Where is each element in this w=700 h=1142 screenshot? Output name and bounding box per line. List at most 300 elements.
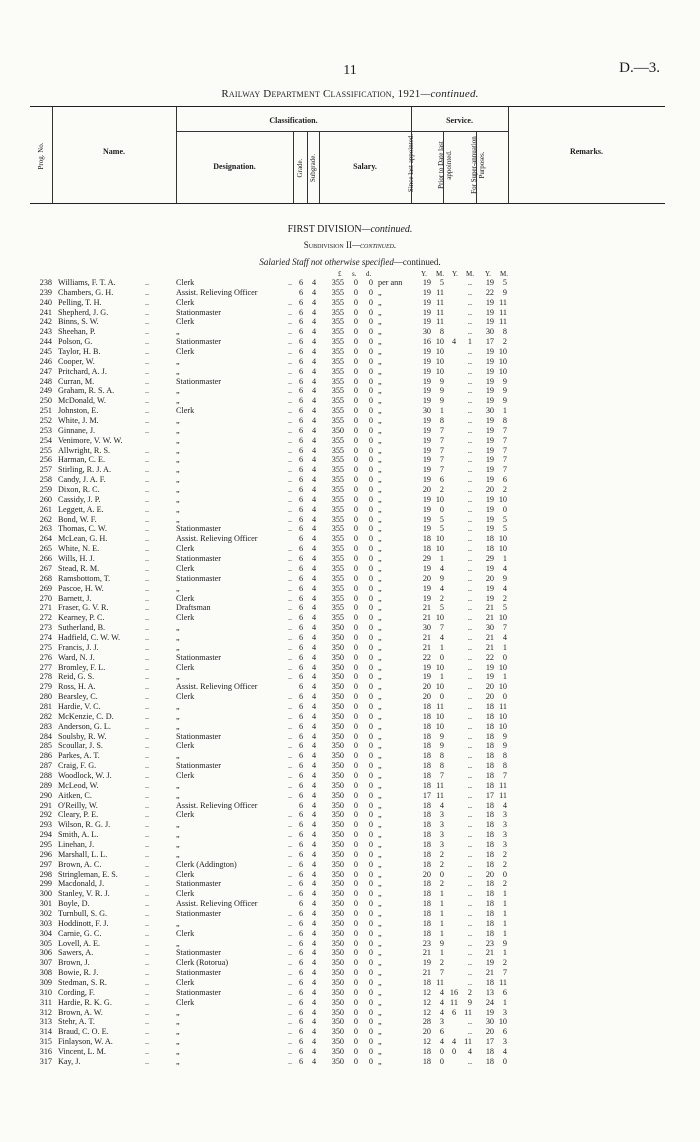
cell-salary-shillings: 0	[353, 938, 358, 948]
cell-salary-pounds: 355	[331, 297, 344, 307]
cell-name: Polson, G.	[58, 337, 93, 347]
cell-salary-period: „	[378, 455, 382, 465]
cell-salary-period: „	[378, 978, 382, 988]
table-row	[30, 278, 670, 288]
cell-super-years: 21	[485, 968, 494, 978]
table-row	[30, 524, 670, 534]
cell-since-months: 3	[439, 1017, 444, 1027]
cell-super-years: 19	[485, 416, 494, 426]
cell-designation: „	[176, 721, 180, 731]
cell-since-months: 7	[439, 968, 444, 978]
cell-salary-pounds: 350	[331, 1056, 344, 1066]
cell-subgrade: 4	[311, 337, 317, 347]
cell-salary-pounds: 350	[331, 780, 344, 790]
cell-designation: Stationmaster	[176, 573, 222, 583]
cell-prior-months: ..	[467, 692, 472, 702]
cell-salary-period: „	[378, 514, 382, 524]
cell-salary-period: „	[378, 780, 382, 790]
cell-salary-pounds: 350	[331, 1017, 344, 1027]
cell-prior-months: ..	[467, 593, 472, 603]
cell-prior-months: ..	[467, 623, 472, 633]
cell-grade: 6	[298, 416, 304, 426]
cell-name: Stehr, A. T.	[58, 1017, 95, 1027]
table-row	[30, 574, 670, 584]
header-designation: Designation.	[213, 162, 256, 171]
cell-since-months: 4	[439, 987, 444, 997]
cell-subgrade: 4	[311, 524, 317, 534]
cell-salary-pence: 0	[368, 544, 373, 554]
cell-designation-leader: ..	[288, 958, 293, 968]
cell-prior-months: ..	[467, 396, 472, 406]
cell-grade: 6	[298, 899, 304, 909]
cell-name-leader: ..	[145, 692, 150, 702]
cell-prog-no: 269	[39, 583, 52, 593]
cell-name: Hadfield, C. W. W.	[58, 632, 121, 642]
cell-name: Pascoe, H. W.	[58, 583, 104, 593]
cell-salary-pounds: 355	[331, 603, 344, 613]
cell-designation: „	[176, 1007, 180, 1017]
cell-designation: Stationmaster	[176, 554, 222, 564]
cell-super-years: 18	[485, 780, 494, 790]
cell-name: Vincent, L. M.	[58, 1047, 106, 1057]
cell-salary-period: „	[378, 958, 382, 968]
cell-since-months: 2	[439, 879, 444, 889]
cell-designation: „	[176, 830, 180, 840]
cell-designation-leader: ..	[288, 839, 293, 849]
cell-super-months: 7	[502, 770, 507, 780]
table-row	[30, 1037, 670, 1047]
cell-since-years: 16	[422, 337, 431, 347]
cell-designation: „	[176, 1027, 180, 1037]
cell-subgrade: 4	[311, 1027, 317, 1037]
cell-prior-months: ..	[467, 307, 472, 317]
cell-prog-no: 314	[39, 1027, 52, 1037]
cell-salary-pounds: 355	[331, 435, 344, 445]
cell-salary-pence: 0	[368, 958, 373, 968]
cell-salary-shillings: 0	[353, 554, 358, 564]
cell-subgrade: 4	[311, 573, 317, 583]
cell-prog-no: 305	[39, 938, 52, 948]
cell-grade: 6	[298, 514, 304, 524]
cell-salary-pence: 0	[368, 642, 373, 652]
cell-salary-period: „	[378, 544, 382, 554]
cell-salary-period: „	[378, 445, 382, 455]
cell-since-years: 19	[422, 662, 431, 672]
cell-designation-leader: ..	[288, 948, 293, 958]
cell-name-leader: ..	[145, 810, 150, 820]
cell-name: Soulsby, R. W.	[58, 731, 107, 741]
cell-salary-period: „	[378, 465, 382, 475]
cell-salary-period: „	[378, 425, 382, 435]
cell-subgrade: 4	[311, 849, 317, 859]
cell-super-months: 10	[498, 366, 507, 376]
table-row	[30, 426, 670, 436]
cell-designation: Clerk	[176, 406, 195, 416]
cell-salary-shillings: 0	[353, 278, 358, 287]
cell-super-years: 21	[485, 603, 494, 613]
cell-since-years: 12	[422, 1007, 431, 1017]
cell-prior-years: 4	[451, 1037, 457, 1047]
cell-prog-no: 294	[39, 830, 52, 840]
cell-salary-pence: 0	[368, 297, 373, 307]
cell-super-months: 2	[502, 879, 507, 889]
cell-name: Cassidy, J. P.	[58, 494, 101, 504]
cell-since-years: 22	[422, 652, 431, 662]
cell-name-leader: ..	[145, 948, 150, 958]
cell-since-months: 4	[439, 1037, 444, 1047]
cell-super-years: 18	[485, 918, 494, 928]
table-row	[30, 554, 670, 564]
cell-subgrade: 4	[311, 978, 317, 988]
cell-since-months: 0	[439, 869, 444, 879]
cell-designation: Stationmaster	[176, 731, 222, 741]
cell-salary-pence: 0	[368, 701, 373, 711]
cell-subgrade: 4	[311, 721, 317, 731]
cell-super-months: 10	[498, 721, 507, 731]
cell-salary-shillings: 0	[353, 623, 358, 633]
cell-salary-pounds: 350	[331, 1037, 344, 1047]
header-name: Name.	[103, 147, 125, 156]
cell-prior-months: ..	[467, 662, 472, 672]
cell-super-months: 4	[502, 800, 507, 810]
cell-since-years: 12	[422, 997, 431, 1007]
cell-salary-period: „	[378, 435, 382, 445]
cell-name-leader: ..	[145, 416, 150, 426]
cell-name-leader: ..	[145, 1017, 150, 1027]
table-row	[30, 377, 670, 387]
cell-salary-period: per ann	[378, 278, 403, 287]
cell-super-years: 19	[485, 1007, 494, 1017]
cell-subgrade: 4	[311, 800, 317, 810]
cell-since-years: 20	[422, 869, 431, 879]
cell-name-leader: ..	[145, 938, 150, 948]
cell-subgrade: 4	[311, 751, 317, 761]
cell-designation-leader: ..	[288, 859, 293, 869]
cell-super-months: 9	[502, 938, 507, 948]
cell-salary-period: „	[378, 800, 382, 810]
cell-salary-period: „	[378, 928, 382, 938]
cell-salary-pounds: 350	[331, 701, 344, 711]
cell-name: Smith, A. L.	[58, 830, 99, 840]
cell-designation: „	[176, 356, 180, 366]
cell-prior-months: ..	[467, 356, 472, 366]
cell-super-years: 18	[485, 770, 494, 780]
cell-salary-pence: 0	[368, 494, 373, 504]
cell-name: Sutherland, B.	[58, 623, 106, 633]
cell-designation: Stationmaster	[176, 307, 222, 317]
cell-prog-no: 254	[39, 435, 52, 445]
cell-prog-no: 251	[39, 406, 52, 416]
cell-super-months: 0	[502, 504, 507, 514]
cell-prior-months: ..	[467, 780, 472, 790]
cell-salary-shillings: 0	[353, 968, 358, 978]
cell-grade: 6	[298, 465, 304, 475]
cell-prior-months: ..	[467, 524, 472, 534]
cell-grade: 6	[298, 662, 304, 672]
cell-salary-pence: 0	[368, 790, 373, 800]
cell-designation-leader: ..	[288, 356, 293, 366]
cell-salary-pence: 0	[368, 682, 373, 692]
cell-designation-leader: ..	[288, 731, 293, 741]
cell-name-leader: ..	[145, 366, 150, 376]
cell-name: Hoddinott, F. J.	[58, 918, 109, 928]
cell-designation-leader: ..	[288, 978, 293, 988]
cell-grade: 6	[298, 307, 304, 317]
cell-salary-pounds: 355	[331, 327, 344, 337]
cell-prog-no: 310	[39, 987, 52, 997]
cell-since-years: 20	[422, 573, 431, 583]
cell-name: Ginnane, J.	[58, 425, 96, 435]
cell-prior-months: ..	[467, 1027, 472, 1037]
cell-prior-months: ..	[467, 731, 472, 741]
cell-salary-pence: 0	[368, 761, 373, 771]
cell-super-years: 18	[485, 731, 494, 741]
cell-designation: Assist. Relieving Officer	[176, 899, 258, 909]
document-reference: D.—3.	[619, 60, 660, 76]
cell-designation-leader: ..	[288, 366, 293, 376]
cell-designation-leader: ..	[288, 307, 293, 317]
cell-since-years: 19	[422, 386, 431, 396]
table-row	[30, 702, 670, 712]
cell-grade: 6	[298, 869, 304, 879]
cell-super-months: 6	[502, 987, 507, 997]
cell-super-months: 7	[502, 445, 507, 455]
cell-grade: 6	[298, 820, 304, 830]
cell-since-months: 9	[439, 376, 444, 386]
cell-name: Marshall, L. L.	[58, 849, 108, 859]
cell-salary-pence: 0	[368, 317, 373, 327]
table-row	[30, 534, 670, 544]
staff-category-heading	[0, 257, 700, 267]
cell-salary-pounds: 355	[331, 475, 344, 485]
cell-salary-pence: 0	[368, 721, 373, 731]
staff-table-body	[30, 278, 670, 1067]
cell-salary-shillings: 0	[353, 751, 358, 761]
cell-salary-period: „	[378, 731, 382, 741]
cell-salary-shillings: 0	[353, 1047, 358, 1057]
cell-super-years: 24	[485, 997, 494, 1007]
cell-salary-pence: 0	[368, 869, 373, 879]
cell-salary-pence: 0	[368, 366, 373, 376]
cell-name: Bearsley, C.	[58, 692, 98, 702]
cell-since-years: 18	[422, 859, 431, 869]
cell-prior-months: ..	[467, 899, 472, 909]
cell-name: Wills, H. J.	[58, 554, 95, 564]
header-prior-to-date: Prior to Date last appointed.	[437, 141, 453, 189]
cell-prior-months: ..	[467, 889, 472, 899]
cell-since-months: 10	[435, 711, 444, 721]
cell-salary-pence: 0	[368, 504, 373, 514]
cell-name-leader: ..	[145, 672, 150, 682]
cell-salary-pence: 0	[368, 632, 373, 642]
cell-since-years: 21	[422, 968, 431, 978]
cell-grade: 6	[298, 593, 304, 603]
cell-salary-period: „	[378, 761, 382, 771]
cell-subgrade: 4	[311, 662, 317, 672]
cell-name-leader: ..	[145, 879, 150, 889]
cell-subgrade: 4	[311, 830, 317, 840]
cell-salary-pounds: 350	[331, 948, 344, 958]
cell-super-years: 21	[485, 632, 494, 642]
cell-designation: Stationmaster	[176, 987, 222, 997]
cell-name: Hardie, V. C.	[58, 701, 101, 711]
cell-salary-pence: 0	[368, 662, 373, 672]
cell-salary-pounds: 350	[331, 839, 344, 849]
table-row	[30, 564, 670, 574]
cell-name: Kearney, P. C.	[58, 613, 105, 623]
cell-prior-months: 2	[467, 987, 472, 997]
cell-since-years: 18	[422, 544, 431, 554]
cell-since-months: 2	[439, 958, 444, 968]
cell-name: Brown, A. C.	[58, 859, 102, 869]
cell-name: Parkes, A. T.	[58, 751, 100, 761]
cell-designation-leader: ..	[288, 810, 293, 820]
cell-name-leader: ..	[145, 623, 150, 633]
cell-salary-period: „	[378, 652, 382, 662]
cell-super-years: 18	[485, 830, 494, 840]
cell-name-leader: ..	[145, 278, 150, 287]
cell-since-years: 19	[422, 504, 431, 514]
cell-name: Woodlock, W. J.	[58, 770, 112, 780]
cell-grade: 6	[298, 563, 304, 573]
cell-since-months: 11	[436, 297, 444, 307]
cell-prior-months: ..	[467, 1017, 472, 1027]
cell-designation: „	[176, 632, 180, 642]
cell-name: Candy, J. A. F.	[58, 475, 106, 485]
cell-prior-months: ..	[467, 1056, 472, 1066]
cell-super-months: 2	[502, 593, 507, 603]
cell-salary-pounds: 350	[331, 810, 344, 820]
unit-pence: d.	[366, 270, 372, 278]
cell-super-months: 9	[502, 376, 507, 386]
cell-grade: 6	[298, 928, 304, 938]
cell-since-years: 18	[422, 889, 431, 899]
cell-since-years: 17	[422, 790, 431, 800]
cell-super-months: 1	[502, 918, 507, 928]
cell-super-months: 9	[502, 287, 507, 297]
cell-name: Ross, H. A.	[58, 682, 96, 692]
cell-salary-pounds: 355	[331, 544, 344, 554]
cell-grade: 6	[298, 278, 304, 287]
cell-salary-pence: 0	[368, 800, 373, 810]
table-row	[30, 958, 670, 968]
cell-designation-leader: ..	[288, 347, 293, 357]
cell-prog-no: 275	[39, 642, 52, 652]
unit-years-since: Y.	[421, 270, 427, 278]
cell-subgrade: 4	[311, 425, 317, 435]
cell-salary-shillings: 0	[353, 1007, 358, 1017]
unit-shillings: s.	[352, 270, 357, 278]
cell-grade: 6	[298, 297, 304, 307]
cell-salary-pounds: 350	[331, 721, 344, 731]
cell-designation: „	[176, 642, 180, 652]
cell-since-years: 20	[422, 1027, 431, 1037]
cell-designation: „	[176, 780, 180, 790]
cell-prior-months: ..	[467, 504, 472, 514]
cell-designation: Stationmaster	[176, 968, 222, 978]
cell-super-years: 17	[485, 1037, 494, 1047]
cell-prog-no: 278	[39, 672, 52, 682]
cell-salary-pounds: 350	[331, 731, 344, 741]
cell-grade: 6	[298, 889, 304, 899]
cell-since-months: 11	[436, 287, 444, 297]
cell-since-years: 19	[422, 425, 431, 435]
cell-subgrade: 4	[311, 445, 317, 455]
cell-super-years: 19	[485, 672, 494, 682]
cell-name: White, N. E.	[58, 544, 100, 554]
cell-name: White, J. M.	[58, 416, 99, 426]
cell-salary-pence: 0	[368, 987, 373, 997]
cell-prog-no: 292	[39, 810, 52, 820]
cell-super-months: 8	[502, 327, 507, 337]
cell-salary-pounds: 350	[331, 879, 344, 889]
cell-name-leader: ..	[145, 751, 150, 761]
page-title	[0, 88, 700, 100]
table-row	[30, 998, 670, 1008]
cell-super-years: 19	[485, 317, 494, 327]
cell-prior-months: ..	[467, 642, 472, 652]
cell-super-months: 4	[502, 632, 507, 642]
cell-prog-no: 311	[40, 997, 52, 1007]
cell-salary-period: „	[378, 1056, 382, 1066]
cell-salary-pence: 0	[368, 938, 373, 948]
cell-designation: Clerk	[176, 613, 195, 623]
cell-subgrade: 4	[311, 997, 317, 1007]
cell-prior-months: ..	[467, 376, 472, 386]
cell-salary-pence: 0	[368, 1037, 373, 1047]
cell-since-years: 18	[422, 780, 431, 790]
cell-name-leader: ..	[145, 800, 150, 810]
cell-salary-period: „	[378, 563, 382, 573]
cell-super-months: 10	[498, 544, 507, 554]
cell-designation: Clerk	[176, 692, 195, 702]
cell-subgrade: 4	[311, 909, 317, 918]
cell-salary-pounds: 350	[331, 987, 344, 997]
cell-grade: 6	[298, 800, 304, 810]
cell-prior-months: ..	[467, 978, 472, 988]
cell-prog-no: 258	[39, 475, 52, 485]
cell-subgrade: 4	[311, 692, 317, 702]
cell-since-years: 20	[422, 692, 431, 702]
cell-super-years: 19	[485, 524, 494, 534]
header-salary: Salary.	[353, 162, 377, 171]
cell-subgrade: 4	[311, 987, 317, 997]
cell-since-months: 10	[435, 682, 444, 692]
cell-salary-pounds: 355	[331, 376, 344, 386]
cell-super-months: 1	[502, 899, 507, 909]
cell-name-leader: ..	[145, 997, 150, 1007]
cell-designation-leader: ..	[288, 554, 293, 564]
cell-name-leader: ..	[145, 701, 150, 711]
cell-salary-shillings: 0	[353, 1037, 358, 1047]
cell-grade: 6	[298, 751, 304, 761]
cell-salary-shillings: 0	[353, 1056, 358, 1066]
cell-prog-no: 307	[39, 958, 52, 968]
cell-name-leader: ..	[145, 485, 150, 495]
cell-designation: Clerk	[176, 978, 195, 988]
cell-designation: „	[176, 583, 180, 593]
cell-super-years: 18	[485, 701, 494, 711]
cell-since-years: 18	[422, 701, 431, 711]
table-row	[30, 298, 670, 308]
table-row	[30, 495, 670, 505]
table-row	[30, 357, 670, 367]
cell-name: Cording, F.	[58, 987, 95, 997]
cell-since-months: 7	[439, 445, 444, 455]
cell-salary-pence: 0	[368, 475, 373, 485]
cell-name: Pritchard, A. J.	[58, 366, 107, 376]
cell-designation: „	[176, 435, 180, 445]
